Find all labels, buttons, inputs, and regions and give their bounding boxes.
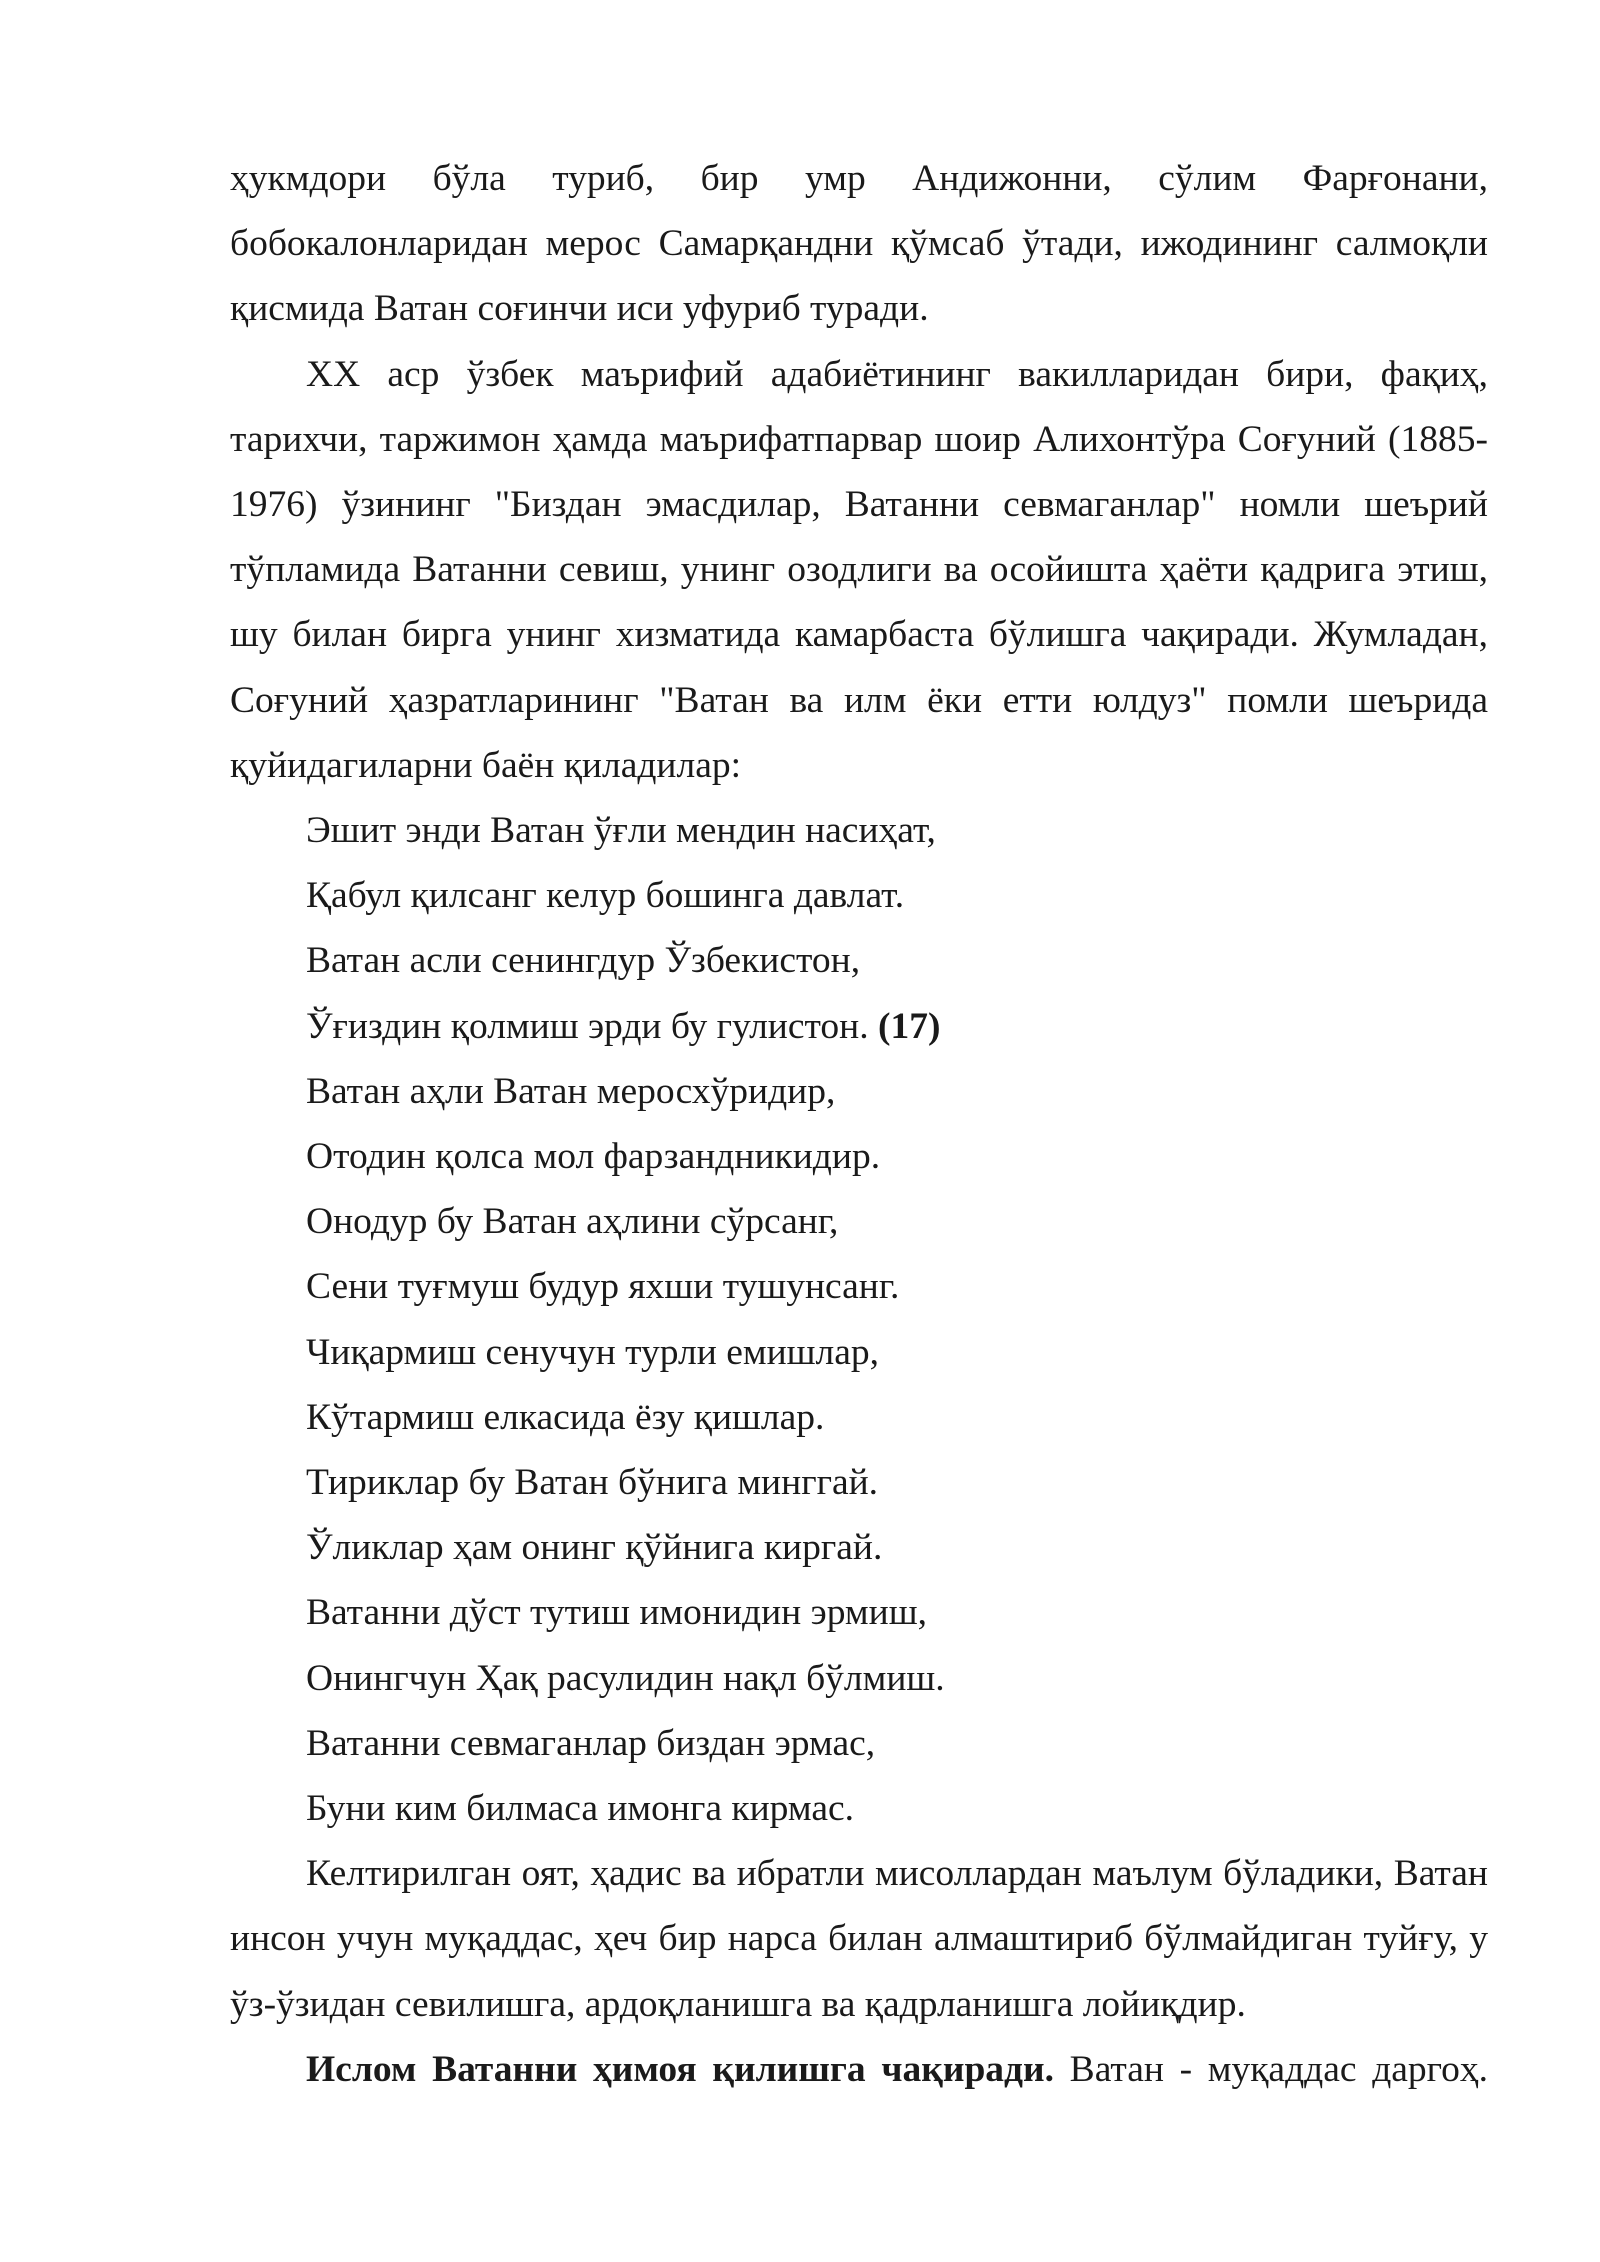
verse-line: Ватанни дўст тутиш имонидин эрмиш, [306, 1592, 927, 1634]
verse-line-text: Ўғиздин қолмиш эрди бу гулистон. [306, 1005, 869, 1047]
verse-line: Отодин қолса мол фарзандникидир. [306, 1136, 881, 1178]
verse-line: Эшит энди Ватан ўғли мендин насиҳат, [306, 810, 936, 852]
verse-line: Чиқармиш сенучун турли емишлар, [306, 1331, 880, 1373]
paragraph-continuation: ҳукмдори бўла туриб, бир умр Андижонни, сўлим Фарғонани, бобокалонларидан мерос Самарқандни қўмсаб ўтади, ижодининг салмоқли қисмида Ватан соғинчи иси уфуриб туради. [230, 158, 1488, 330]
verse-line: Ватан асли сенингдур Ўзбекистон, [306, 940, 861, 982]
verse-line [230, 994, 1488, 1059]
verse-line: Тириклар бу Ватан бўнига минггай. [306, 1462, 879, 1504]
paragraph-text: Ватан - муқаддас даргоҳ. [1054, 2048, 1488, 2090]
verse-line: Буни ким билмаса имонга кирмас. [306, 1788, 854, 1830]
verse-line: Онингчун Ҳақ расулидин нақл бўлмиш. [306, 1657, 945, 1699]
paragraph-islam-heading [230, 2037, 1488, 2102]
verse-line: Ўликлар ҳам онинг қўйнига киргай. [306, 1527, 883, 1569]
paragraph-conclusion: Келтирилган оят, ҳадис ва ибратли мисоллардан маълум бўладики, Ватан инсон учун муқаддас, ҳеч бир нарса билан алмаштириб бўлмайдиган туйғу, у ўз-ўзидан севилишга, ардоқланишга ва қадрланишга лойиқдир. [230, 1853, 1488, 2025]
paragraph-soguniy: XX аср ўзбек маърифий адабиётининг вакилларидан бири, фақиҳ, тарихчи, таржимон ҳамда маърифатпарвар шоир Алихонтўра Соғуний (1885-1976) ўзининг "Биздан эмасдилар, Ватанни севмаганлар" номли шеърий тўпламида Ватанни севиш, унинг озодлиги ва осойишта ҳаёти қадрига этиш, шу билан бирга унинг хизматида камарбаста бўлишга чақиради. Жумладан, Соғуний ҳазратларининг "Ватан ва илм ёки етти юлдуз" помли шеърида қуйидагиларни баён қиладилар: [230, 353, 1488, 786]
poem [230, 798, 1488, 1841]
verse-line: Кўтармиш елкасида ёзу қишлар. [306, 1396, 825, 1438]
verse-line: Ватан аҳли Ватан меросхўридир, [306, 1070, 836, 1112]
bold-lead-in: Ислом Ватанни ҳимоя қилишга чақиради. [306, 2048, 1055, 2090]
footnote-reference: (17) [868, 1005, 941, 1047]
verse-line: Сени туғмуш будур яхши тушунсанг. [306, 1266, 900, 1308]
verse-line: Қабул қилсанг келур бошинга давлат. [306, 875, 905, 917]
document-body [230, 146, 1488, 2102]
verse-line: Ватанни севмаганлар биздан эрмас, [306, 1722, 876, 1764]
verse-line: Онодур бу Ватан аҳлини сўрсанг, [306, 1201, 839, 1243]
